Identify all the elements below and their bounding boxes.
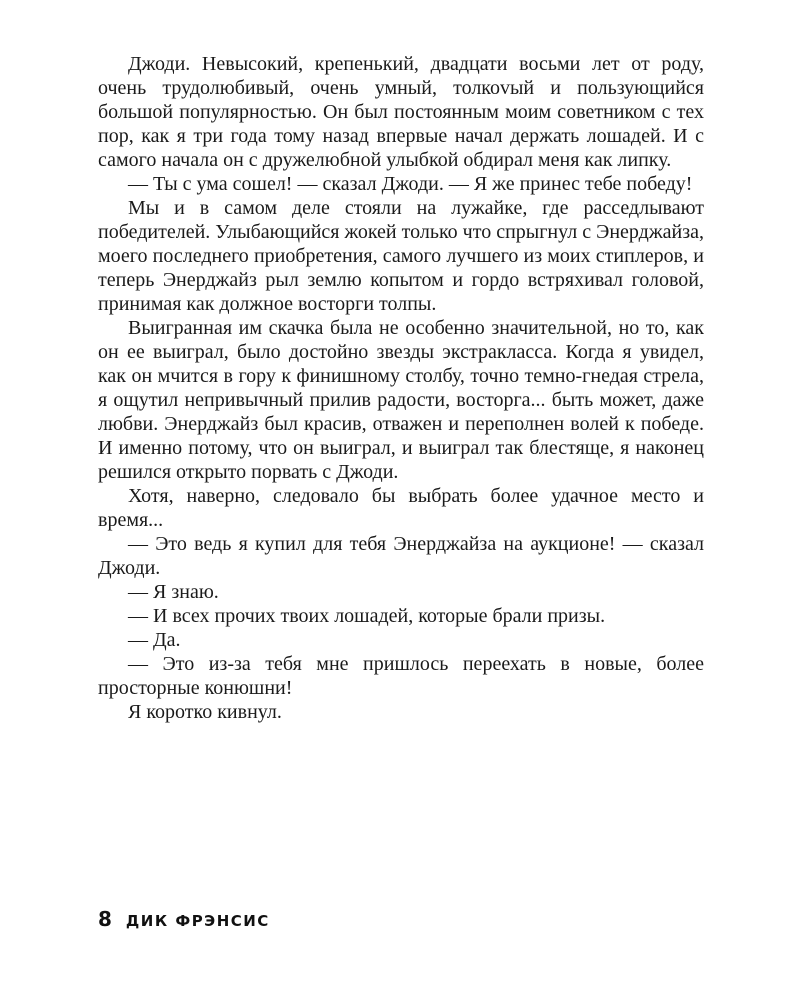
page-footer	[98, 907, 270, 931]
page-number: 8	[98, 907, 112, 931]
paragraph: — Ты с ума сошел! — сказал Джоди. — Я же принес тебе победу!	[128, 173, 693, 195]
paragraph: — Я знаю.	[128, 581, 219, 603]
book-page-text	[98, 52, 704, 724]
paragraph: — Да.	[128, 629, 181, 651]
paragraph: Выигранная им скачка была не особенно значительной, но то, как он ее выиграл, было достойно звезды экстракласса. Когда я увидел, как он мчится в гору к финишному столбу, точно темно-гнедая стрела, я ощутил непривычный прилив радости, восторга... быть может, даже любви. Энерджайз был красив, отважен и переполнен волей к победе. И именно потому, что он выиграл, и выиграл так блестяще, я наконец решился открыто порвать с Джоди.	[98, 317, 704, 483]
paragraph: — Это ведь я купил для тебя Энерджайза на аукционе! — сказал Джоди.	[98, 533, 704, 579]
paragraph: Я коротко кивнул.	[128, 701, 282, 723]
running-head-author: ДИК ФРЭНСИС	[125, 912, 270, 930]
paragraph: — Это из-за тебя мне пришлось переехать в новые, более просторные конюшни!	[98, 653, 704, 699]
paragraph: — И всех прочих твоих лошадей, которые брали призы.	[128, 605, 606, 627]
paragraph: Мы и в самом деле стояли на лужайке, где расседлывают победителей. Улыбающийся жокей только что спрыгнул с Энерджайза, моего последнего приобретения, самого лучшего из моих стиплеров, и теперь Энерджайз рыл землю копытом и гордо встряхивал головой, принимая как должное восторги толпы.	[98, 197, 704, 315]
paragraph: Джоди. Невысокий, крепенький, двадцати восьми лет от роду, очень трудолюбивый, очень умный, толкоvый и пользующийся большой популярностью. Он был постоянным моим советником с тех пор, как я три года тому назад впервые начал держать лошадей. И с самого начала он с дружелюбной улыбкой обдирал меня как липку.	[98, 53, 704, 171]
paragraph: Хотя, наверно, следовало бы выбрать более удачное место и время...	[98, 485, 704, 531]
